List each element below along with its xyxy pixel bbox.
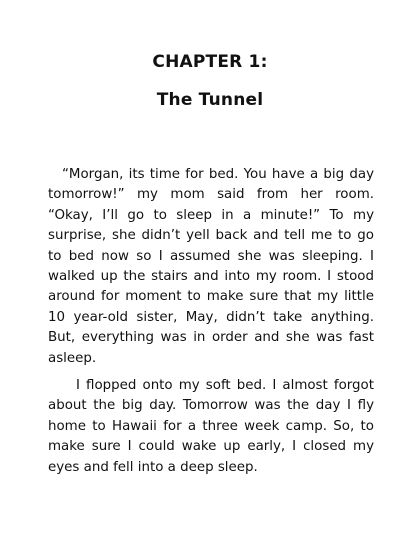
paragraph-2: I flopped onto my soft bed. I almost forgot about the big day. Tomorrow was the day I fly home to Hawaii for a three week camp. So, to make sure I could wake up early, I closed my eyes and fell into a deep sleep.: [48, 378, 374, 475]
chapter-number: CHAPTER 1:: [152, 52, 268, 72]
chapter-title: The Tunnel: [156, 90, 264, 110]
paragraph-1: “Morgan, its time for bed. You have a big day tomorrow!” my mom said from her room. “Okay, I’ll go to sleep in a minute!” To my surprise, she didn’t yell back and tell me to go to bed now so I assumed she was sleeping. I walked up the stairs and into my room. I stood around for moment to make sure that my little 10 year-old sister, May, didn’t take anything. But, everything was in order and she was fast asleep.: [48, 167, 374, 366]
